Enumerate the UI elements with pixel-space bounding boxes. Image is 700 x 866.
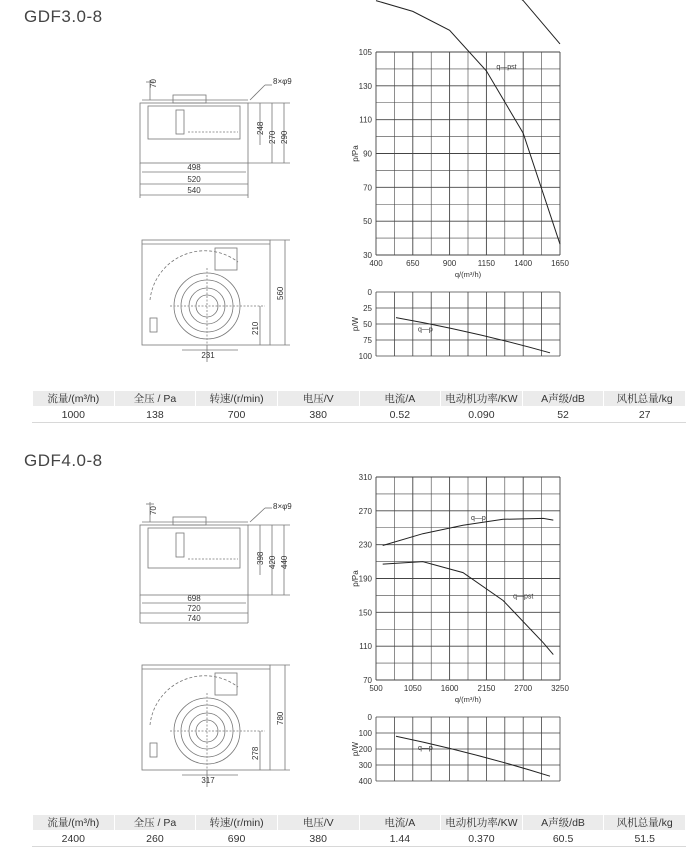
header-flow: 流量/(m³/h) [33,815,115,831]
model-title: GDF3.0-8 [24,7,103,26]
x-tick-label: 2150 [477,684,496,693]
x-tick-label: 1150 [477,259,496,268]
value-weight: 51.5 [604,831,686,847]
header-current: 电流/A [359,391,441,407]
side-view-drawing [120,60,310,210]
header-power: 电动机功率/KW [441,391,523,407]
pressure-flow-chart [340,470,580,710]
y-tick-label: 400 [358,777,372,786]
power-chart [340,710,580,790]
value-pressure: 260 [114,831,196,847]
dim-70: 70 [149,506,158,515]
x-axis-label: q/(m³/h) [454,695,482,704]
y-tick-label: 110 [359,115,372,125]
header-voltage: 电压/V [277,391,359,407]
value-power: 0.370 [441,831,523,847]
x-tick-label: 1600 [440,684,459,693]
series-label: q—p [418,326,433,334]
x-tick-label: 650 [406,259,420,268]
x-tick-label: 1650 [551,259,569,268]
x-tick-label: 2700 [514,684,533,693]
dim-420: 420 [268,555,277,569]
bolt-spec: 8×φ9 [273,502,292,511]
series-line [376,0,560,44]
value-current: 0.52 [359,407,441,423]
side-view-drawing [120,495,310,645]
dim-398: 398 [256,551,265,565]
y-axis-label: p/Pa [351,145,360,162]
x-axis-label: q/(m³/h) [454,270,482,279]
y-tick-label: 310 [358,473,372,482]
y-tick-label: 90 [363,149,372,159]
x-tick-label: 3250 [551,684,569,693]
y-tick-label: 150 [358,608,372,618]
dim-width-2: 520 [187,175,201,184]
header-speed: 转速/(r/min) [196,815,278,831]
front-view-drawing [120,230,310,370]
value-speed: 700 [196,407,278,423]
y-tick-label: 25 [363,304,372,313]
value-flow: 2400 [33,831,115,847]
y-tick-label: 50 [363,217,372,227]
value-pressure: 138 [114,407,196,423]
header-noise: A声级/dB [522,815,604,831]
header-weight: 风机总量/kg [604,815,686,831]
dim-248: 248 [256,121,265,135]
y-tick-label: 105 [358,48,372,57]
value-flow: 1000 [33,407,115,423]
header-pressure: 全压 / Pa [114,815,196,831]
dim-width-3: 740 [187,614,201,623]
dim-center-offset: 231 [201,351,215,360]
header-pressure: 全压 / Pa [114,391,196,407]
y-tick-label: 200 [358,745,372,754]
header-current: 电流/A [359,815,441,831]
spec-table [32,390,686,423]
header-weight: 风机总量/kg [604,391,686,407]
dim-height: 560 [276,286,285,300]
header-power: 电动机功率/KW [441,815,523,831]
dim-width-3: 540 [187,186,201,195]
y-tick-label: 0 [367,713,372,722]
series-label: q—p [470,515,486,523]
dim-center-height: 210 [251,321,260,335]
header-speed: 转速/(r/min) [196,391,278,407]
y-axis-label: p/W [351,316,360,332]
y-tick-label: 50 [363,320,372,329]
y-tick-label: 110 [359,642,372,652]
x-tick-label: 1400 [514,259,533,268]
y-tick-label: 230 [358,540,372,550]
x-tick-label: 900 [442,259,457,268]
x-tick-label: 400 [369,259,383,268]
dim-center-offset: 317 [201,776,215,785]
y-tick-label: 190 [358,574,372,584]
dim-center-height: 278 [251,746,260,760]
y-tick-label: 0 [367,288,372,297]
dim-width-1: 698 [187,594,201,603]
y-tick-label: 75 [363,336,372,345]
model-title: GDF4.0-8 [24,451,103,470]
value-current: 1.44 [359,831,441,847]
value-noise: 60.5 [522,831,604,847]
x-tick-label: 500 [369,684,383,693]
x-tick-label: 1050 [403,684,422,693]
value-voltage: 380 [277,831,359,847]
series-line [396,736,550,776]
power-chart [340,285,580,365]
dim-440: 440 [280,555,289,569]
y-tick-label: 100 [358,729,372,738]
dim-height: 780 [276,711,285,725]
y-tick-label: 70 [363,183,372,193]
y-axis-label: p/W [351,741,360,757]
dim-290: 290 [280,130,289,144]
header-voltage: 电压/V [277,815,359,831]
series-label: q—p [418,745,433,753]
header-flow: 流量/(m³/h) [33,391,115,407]
y-tick-label: 100 [358,352,372,361]
y-tick-label: 270 [358,506,372,516]
value-noise: 52 [522,407,604,423]
dim-width-1: 498 [187,163,201,172]
y-tick-label: 300 [358,761,372,770]
value-power: 0.090 [441,407,523,423]
dim-width-2: 720 [187,604,201,613]
y-axis-label: p/Pa [351,570,360,587]
value-speed: 690 [196,831,278,847]
bolt-spec: 8×φ9 [273,77,292,86]
y-tick-label: 30 [363,251,372,260]
y-tick-label: 70 [363,676,372,685]
series-label: q—pst [513,593,534,601]
value-weight: 27 [604,407,686,423]
spec-table [32,814,686,847]
front-view-drawing [120,655,310,795]
pressure-flow-chart [340,45,580,285]
series-line [396,318,550,353]
value-voltage: 380 [277,407,359,423]
dim-270: 270 [268,130,277,144]
series-label: q—pst [496,63,517,71]
y-tick-label: 130 [358,81,372,91]
dim-70: 70 [149,79,158,88]
header-noise: A声级/dB [522,391,604,407]
